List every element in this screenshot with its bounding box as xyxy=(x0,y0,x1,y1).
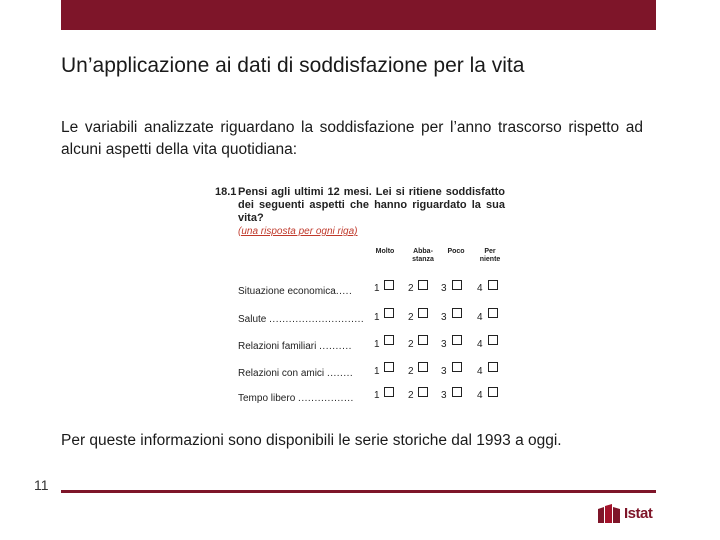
row-label-dots: ............................. xyxy=(269,314,365,325)
istat-logo xyxy=(598,503,658,523)
checkbox-situazione-4[interactable] xyxy=(488,280,498,290)
footer-rule xyxy=(61,490,656,493)
checkbox-situazione-2[interactable] xyxy=(418,280,428,290)
checkbox-salute-1[interactable] xyxy=(384,308,394,318)
checkbox-amici-1[interactable] xyxy=(384,362,394,372)
checkbox-familiari-4[interactable] xyxy=(488,335,498,345)
page-number: 11 xyxy=(34,477,49,493)
row-label-relazioni-amici xyxy=(238,368,353,379)
checkbox-situazione-3[interactable] xyxy=(452,280,462,290)
row-label-situazione-economica xyxy=(238,286,352,297)
row-label-tempo-libero xyxy=(238,393,354,404)
option-number: 1 xyxy=(374,339,380,350)
row-label-text: Tempo libero xyxy=(238,393,296,404)
slide-title: Un’applicazione ai dati di soddisfazione per la vita xyxy=(61,54,525,77)
option-number: 3 xyxy=(441,283,447,294)
checkbox-tempo-3[interactable] xyxy=(452,387,462,397)
option-number: 4 xyxy=(477,390,483,401)
column-header-line: niente xyxy=(479,256,501,263)
column-header-poco xyxy=(441,248,471,256)
question-number: 18.1 xyxy=(215,186,237,198)
intro-paragraph: Le variabili analizzate riguardano la soddisfazione per l’anno trascorso rispetto ad alcuni aspetti della vita quotidiana: xyxy=(61,119,643,158)
checkbox-tempo-2[interactable] xyxy=(418,387,428,397)
option-number: 3 xyxy=(441,390,447,401)
checkbox-familiari-1[interactable] xyxy=(384,335,394,345)
option-number: 3 xyxy=(441,366,447,377)
checkbox-amici-3[interactable] xyxy=(452,362,462,372)
checkbox-tempo-1[interactable] xyxy=(384,387,394,397)
questionnaire-excerpt xyxy=(210,182,510,408)
option-number: 2 xyxy=(408,339,414,350)
option-number: 2 xyxy=(408,312,414,323)
option-number: 1 xyxy=(374,312,380,323)
checkbox-amici-4[interactable] xyxy=(488,362,498,372)
istat-logo-icon xyxy=(598,504,620,523)
option-number: 4 xyxy=(477,366,483,377)
checkbox-situazione-1[interactable] xyxy=(384,280,394,290)
row-label-text: Relazioni con amici xyxy=(238,368,325,379)
option-number: 4 xyxy=(477,312,483,323)
row-label-dots: ..... xyxy=(335,286,353,297)
option-number: 2 xyxy=(408,366,414,377)
option-number: 4 xyxy=(477,339,483,350)
row-label-relazioni-familiari xyxy=(238,341,352,352)
checkbox-familiari-3[interactable] xyxy=(452,335,462,345)
option-number: 4 xyxy=(477,283,483,294)
row-label-dots: ........ xyxy=(326,368,354,379)
column-header-abbastanza xyxy=(408,248,438,264)
column-header-line: Poco xyxy=(447,248,465,255)
option-number: 2 xyxy=(408,283,414,294)
column-header-per-niente xyxy=(475,248,505,264)
row-label-text: Situazione economica xyxy=(238,286,336,297)
row-label-dots: ................. xyxy=(298,393,354,404)
row-label-salute xyxy=(238,314,364,325)
column-header-line: stanza xyxy=(412,256,434,263)
checkbox-salute-4[interactable] xyxy=(488,308,498,318)
header-bar xyxy=(61,0,656,30)
row-label-text: Relazioni familiari xyxy=(238,341,317,352)
option-number: 2 xyxy=(408,390,414,401)
checkbox-tempo-4[interactable] xyxy=(488,387,498,397)
option-number: 3 xyxy=(441,312,447,323)
row-label-dots: .......... xyxy=(319,341,352,352)
column-header-molto xyxy=(370,248,400,256)
footnote-text: Per queste informazioni sono disponibili le serie storiche dal 1993 a oggi. xyxy=(61,432,562,449)
column-header-line: Per xyxy=(484,248,496,255)
option-number: 3 xyxy=(441,339,447,350)
istat-logo-text: Istat xyxy=(624,505,653,522)
column-header-line: Abba- xyxy=(413,248,433,255)
option-number: 1 xyxy=(374,390,380,401)
row-label-text: Salute xyxy=(238,314,267,325)
question-text: Pensi agli ultimi 12 mesi. Lei si ritiene soddisfatto dei seguenti aspetti che hanno riguardato la sua vita? xyxy=(238,186,505,224)
column-header-line: Molto xyxy=(375,248,395,255)
option-number: 1 xyxy=(374,366,380,377)
question-instruction: (una risposta per ogni riga) xyxy=(238,226,358,237)
checkbox-familiari-2[interactable] xyxy=(418,335,428,345)
option-number: 1 xyxy=(374,283,380,294)
checkbox-salute-2[interactable] xyxy=(418,308,428,318)
checkbox-amici-2[interactable] xyxy=(418,362,428,372)
checkbox-salute-3[interactable] xyxy=(452,308,462,318)
